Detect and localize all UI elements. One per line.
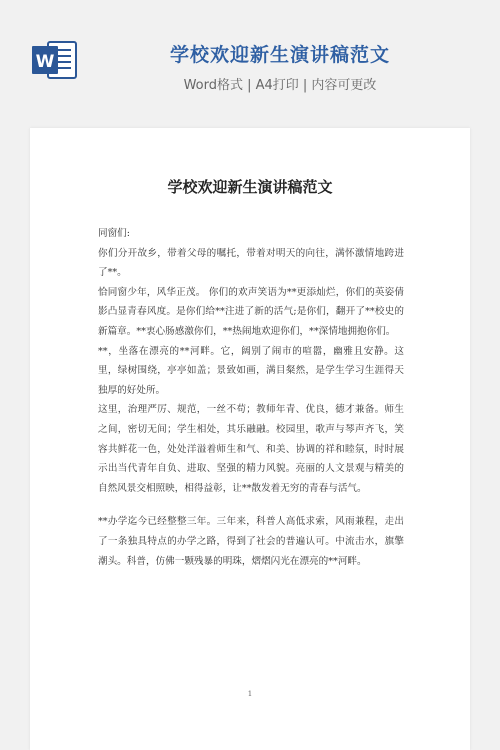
header-title: 学校欢迎新生演讲稿范文 (169, 44, 390, 66)
paragraph-salutation: 同窗们: (98, 228, 131, 239)
page-number: 1 (247, 690, 253, 698)
paragraph: 你们分开故乡，带着父母的嘱托，带着对明天的向往，满怀激情地跨进了**。 (98, 247, 404, 279)
document-title: 学校欢迎新生演讲稿范文 (167, 178, 333, 196)
header-subtitle: Word格式 | A4打印 | 内容可更改 (183, 78, 377, 93)
paragraph: 恰同窗少年，风华正茂。 你们的欢声笑语为**更添灿烂，你们的英姿倩影凸显青春风度。是你们给**注进了新的活气;是你们，翻开了**校史的新篇章。**衷心肠感激你们，**热闹地欢迎你们，**深情地拥抱你们。 (98, 286, 404, 337)
document-body (98, 224, 404, 571)
header-banner (0, 0, 500, 125)
paragraph: 这里，治理严厉、规范，一丝不苟；教师年青、优良，德才兼备。师生之间，密切无间；学生相处，其乐融融。校园里，歌声与琴声齐飞，笑容共鲜花一色，处处洋溢着师生和气、和美、协调的祥和睦氛，时时展示出当代青年自负、进取、坚强的精力风貌。亮丽的人文景观与精美的自然风景交相照映，相得益彰，让**散发着无穷的青春与活气。 (98, 404, 404, 494)
paragraph: **，坐落在漂亮的**河畔。它，阔别了闹市的喧嚣，幽雅且安静。这里，绿树围绕，亭亭如盖；景致如画，满目粲然，是学生学习生涯得天独厚的好处所。 (98, 345, 404, 396)
paragraph: **办学迄今已经整整三年。三年来，科普人高低求索，风雨兼程，走出了一条独具特点的办学之路，得到了社会的普遍认可。中流击水，旗擎潮头。科普，仿佛一颗残暴的明珠，熠熠闪光在漂亮的**河畔。 (98, 516, 404, 567)
document-page (30, 128, 470, 750)
word-document-icon (30, 38, 78, 82)
word-icon-letter: W (35, 52, 55, 72)
